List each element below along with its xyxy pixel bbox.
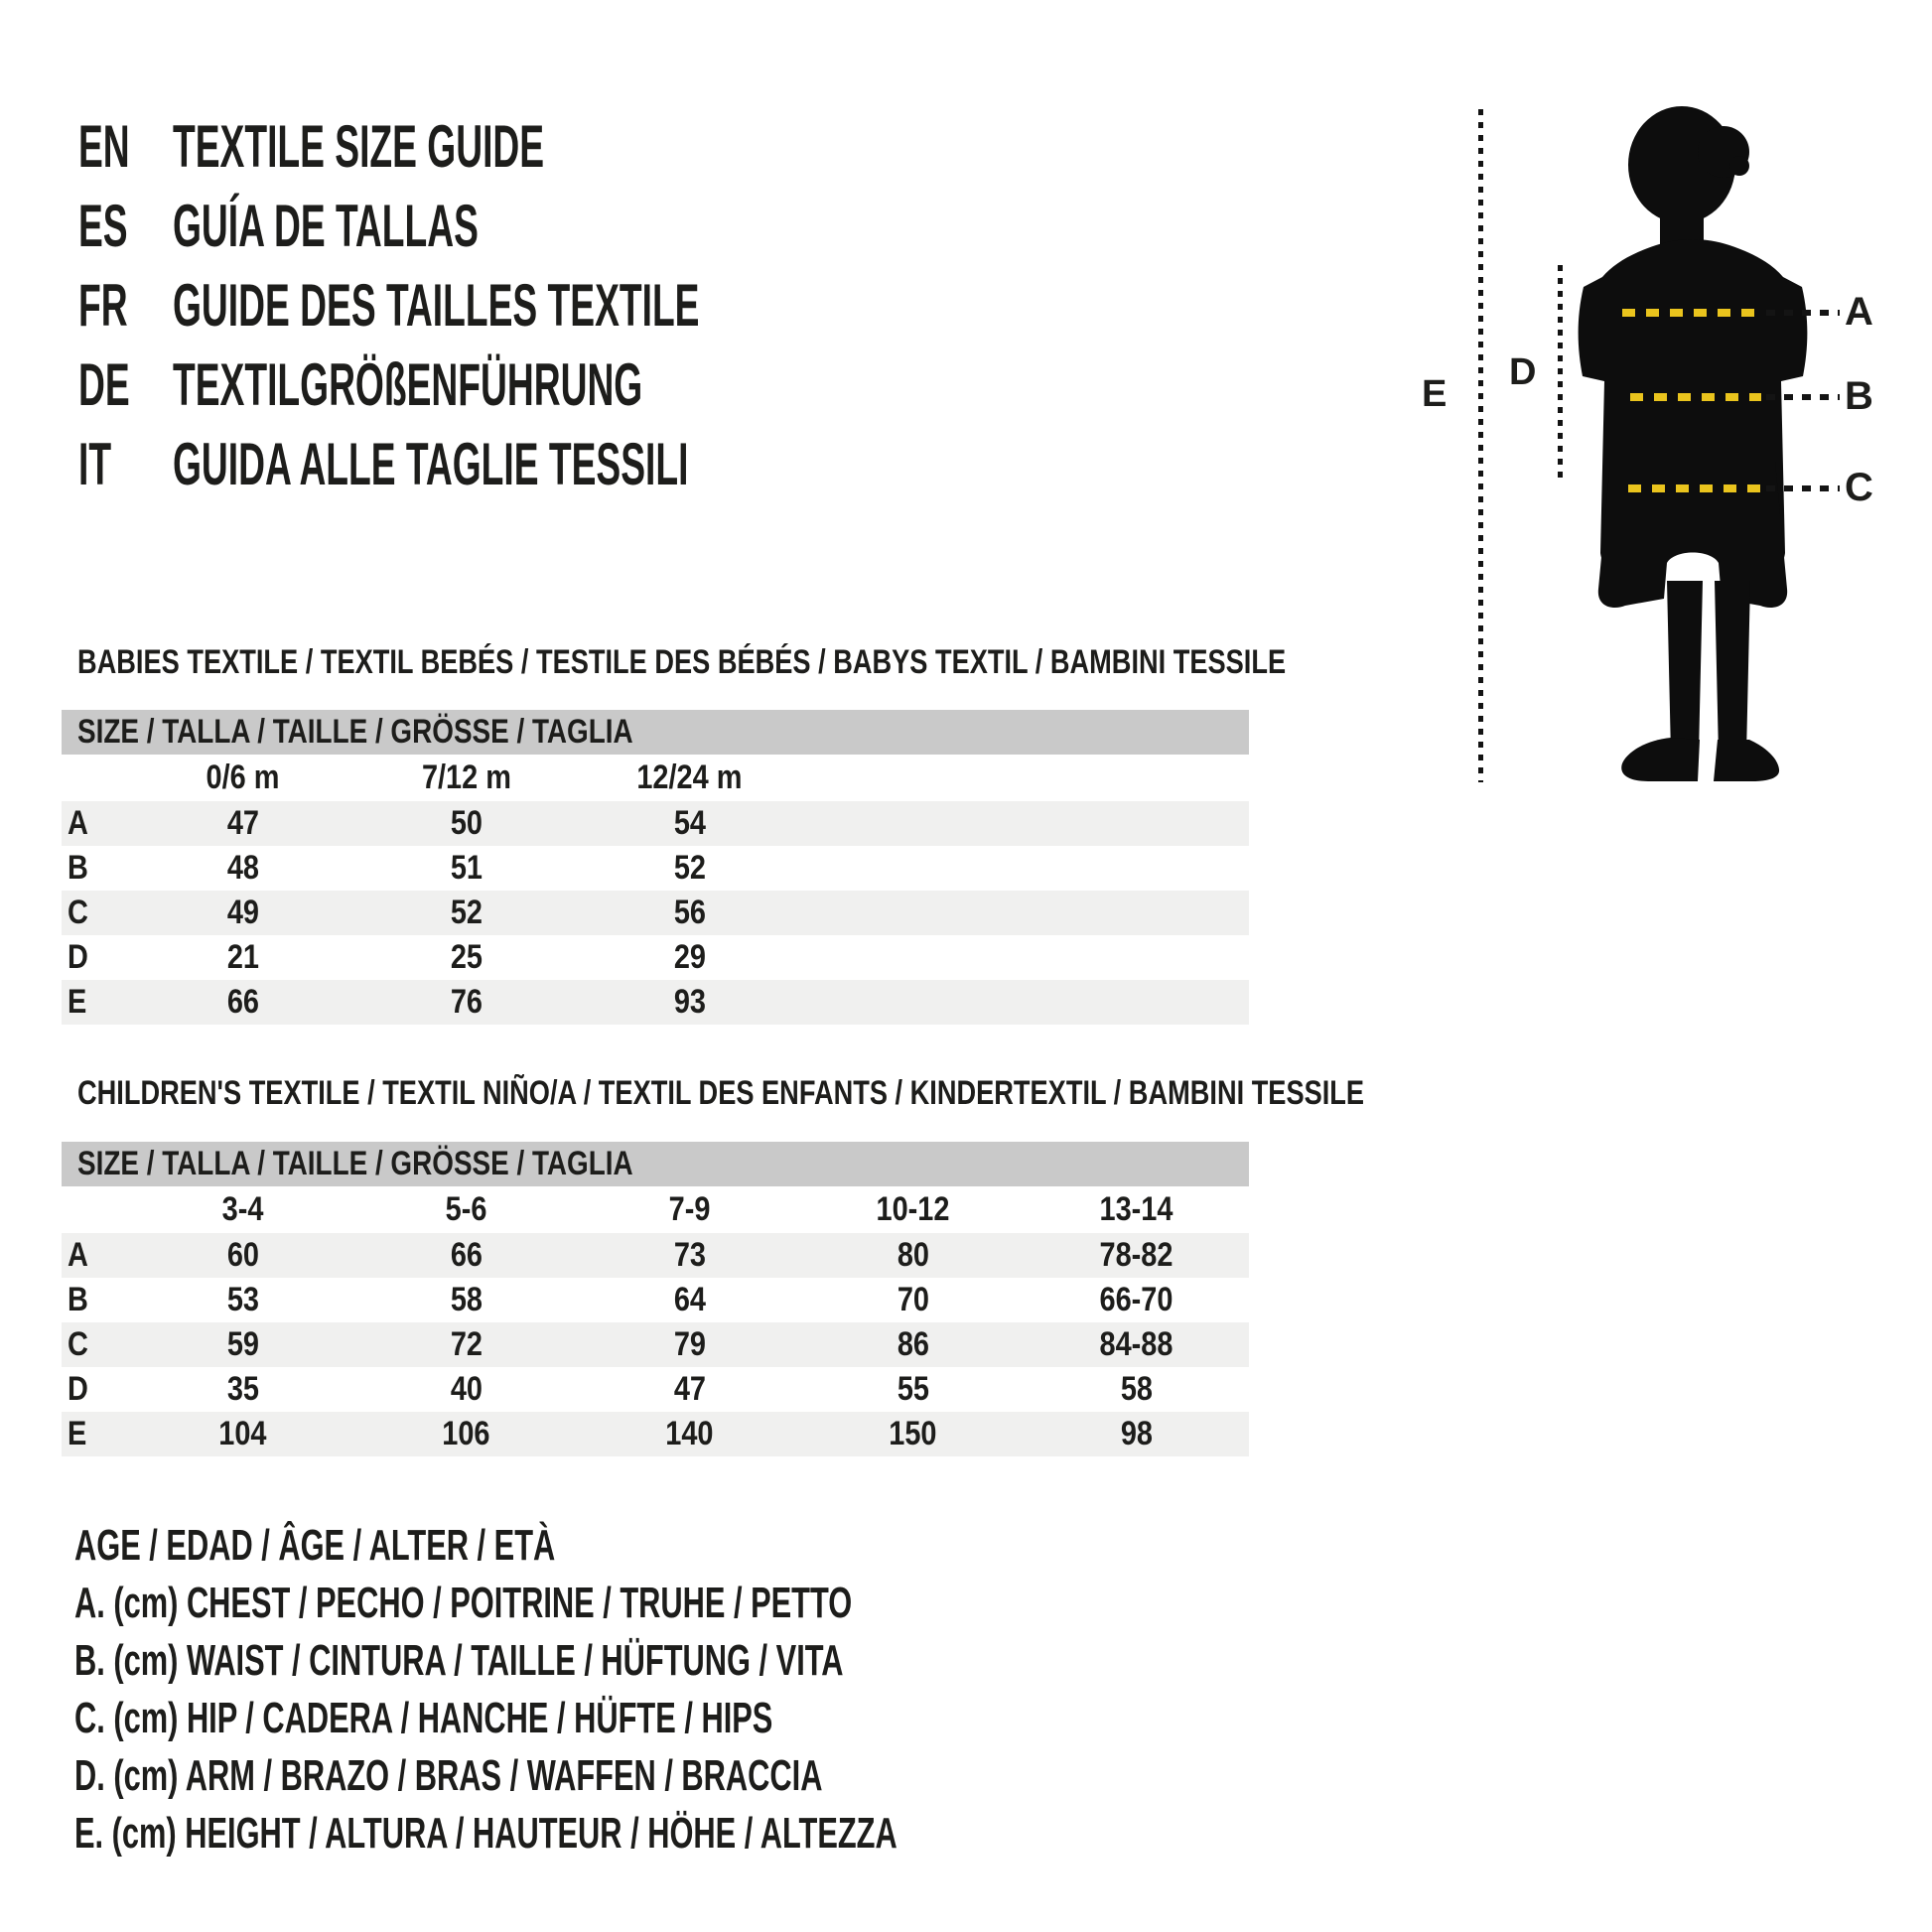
measurement-legend [74,1517,1250,1863]
table-cell: 64 [673,1281,706,1318]
table-cell: 58 [450,1281,483,1318]
measure-label-b: B [1845,374,1873,418]
table-cell: 93 [673,983,706,1021]
table-cell: 73 [673,1236,706,1274]
row-label: D [68,1370,88,1408]
table-cell: 60 [226,1236,259,1274]
guide-title-it: GUIDA ALLE TAGLIE TESSILI [173,430,689,497]
hip-c-yellow-dash [1628,484,1761,492]
table-row [62,1367,1249,1412]
table-row [62,801,1249,846]
table-cell: 98 [1120,1415,1153,1452]
table-cell: 140 [665,1415,714,1452]
table-row [62,846,1249,891]
babies-column-header-row [62,755,1249,801]
column-header: 7/12 m [421,759,511,796]
language-code: FR [78,271,128,339]
babies-size-header-band: SIZE / TALLA / TAILLE / GRÖSSE / TAGLIA [62,710,1249,755]
column-header: 0/6 m [206,759,280,796]
table-cell: 104 [218,1415,267,1452]
table-cell: 51 [450,849,483,887]
table-cell: 54 [673,804,706,842]
table-row [62,1412,1249,1456]
table-cell: 47 [226,804,259,842]
table-cell: 55 [897,1370,929,1408]
arm-d-dotted-line [1558,265,1563,478]
row-label: B [68,849,88,887]
table-cell: 47 [673,1370,706,1408]
table-row [62,1322,1249,1367]
row-label: E [68,1415,87,1452]
table-cell: 35 [226,1370,259,1408]
table-cell: 25 [450,938,483,976]
table-cell: 76 [450,983,483,1021]
row-label: D [68,938,88,976]
table-cell: 40 [450,1370,483,1408]
table-row [62,980,1249,1025]
guide-title-de: TEXTILGRÖßENFÜHRUNG [173,350,643,418]
children-size-header-band: SIZE / TALLA / TAILLE / GRÖSSE / TAGLIA [62,1142,1249,1186]
language-row-de [78,345,1023,424]
table-cell: 106 [442,1415,490,1452]
table-row [62,1278,1249,1322]
children-column-header-row [62,1186,1249,1233]
legend-line-age: AGE / EDAD / ÂGE / ALTER / ETÀ [74,1521,556,1570]
row-label: B [68,1281,88,1318]
table-cell: 52 [450,894,483,931]
measure-label-e: E [1422,373,1448,415]
table-cell: 70 [897,1281,929,1318]
chest-a-black-dash [1766,310,1840,316]
table-cell: 66 [226,983,259,1021]
table-cell: 29 [673,938,706,976]
legend-line-height: E. (cm) HEIGHT / ALTURA / HAUTEUR / HÖHE / ALTEZZA [74,1809,897,1858]
babies-section-title: BABIES TEXTILE / TEXTIL BEBÉS / TESTILE DES BÉBÉS / BABYS TEXTIL / BAMBINI TESSILE [77,643,1287,681]
legend-line-arm: D. (cm) ARM / BRAZO / BRAS / WAFFEN / BRACCIA [74,1751,823,1800]
table-cell: 59 [226,1325,259,1363]
silhouette-legs [1667,581,1750,755]
table-cell: 58 [1120,1370,1153,1408]
table-cell: 21 [226,938,259,976]
babies-size-table [62,710,1249,1025]
waist-b-yellow-dash [1630,393,1761,401]
row-label: A [68,1236,88,1274]
table-row [62,935,1249,980]
language-row-es [78,186,1023,265]
legend-line-waist: B. (cm) WAIST / CINTURA / TAILLE / HÜFTUNG / VITA [74,1636,844,1685]
column-header: 12/24 m [636,759,743,796]
table-cell: 49 [226,894,259,931]
guide-title-en: TEXTILE SIZE GUIDE [173,112,545,180]
language-row-fr [78,265,1023,345]
column-header: 3-4 [221,1190,264,1228]
row-label: C [68,1325,88,1363]
language-title-list [78,106,1023,503]
table-cell: 56 [673,894,706,931]
column-header: 10-12 [876,1190,950,1228]
guide-title-fr: GUIDE DES TAILLES TEXTILE [173,271,700,339]
children-size-table [62,1142,1249,1456]
language-code: IT [78,430,112,497]
table-cell: 66-70 [1099,1281,1173,1318]
table-cell: 50 [450,804,483,842]
table-cell: 48 [226,849,259,887]
legend-line-hip: C. (cm) HIP / CADERA / HANCHE / HÜFTE / HIPS [74,1694,773,1742]
row-label: C [68,894,88,931]
chest-a-yellow-dash [1622,309,1761,317]
language-code: DE [78,350,130,418]
guide-title-es: GUÍA DE TALLAS [173,192,479,259]
table-cell: 79 [673,1325,706,1363]
table-cell: 86 [897,1325,929,1363]
table-cell: 78-82 [1099,1236,1173,1274]
hip-c-black-dash [1766,485,1840,491]
column-header: 7-9 [668,1190,711,1228]
table-cell: 52 [673,849,706,887]
table-row [62,891,1249,935]
row-label: A [68,804,88,842]
language-row-it [78,424,1023,503]
table-cell: 53 [226,1281,259,1318]
measure-label-d: D [1509,351,1537,393]
waist-b-black-dash [1766,394,1840,400]
language-code: ES [78,192,128,259]
child-silhouette [1569,94,1817,789]
silhouette-shoe-left [1621,738,1700,781]
column-header: 13-14 [1099,1190,1173,1228]
table-cell: 84-88 [1099,1325,1173,1363]
language-row-en [78,106,1023,186]
table-cell: 150 [889,1415,937,1452]
row-label: E [68,983,87,1021]
measure-label-a: A [1845,290,1873,334]
language-code: EN [78,112,130,180]
measure-label-c: C [1845,466,1873,509]
table-cell: 66 [450,1236,483,1274]
children-section-title: CHILDREN'S TEXTILE / TEXTIL NIÑO/A / TEXTIL DES ENFANTS / KINDERTEXTIL / BAMBINI TESSILE [77,1074,1365,1112]
table-row [62,1233,1249,1278]
legend-line-chest: A. (cm) CHEST / PECHO / POITRINE / TRUHE / PETTO [74,1579,853,1627]
column-header: 5-6 [445,1190,487,1228]
table-cell: 72 [450,1325,483,1363]
table-cell: 80 [897,1236,929,1274]
silhouette-shoe-right [1714,740,1779,781]
